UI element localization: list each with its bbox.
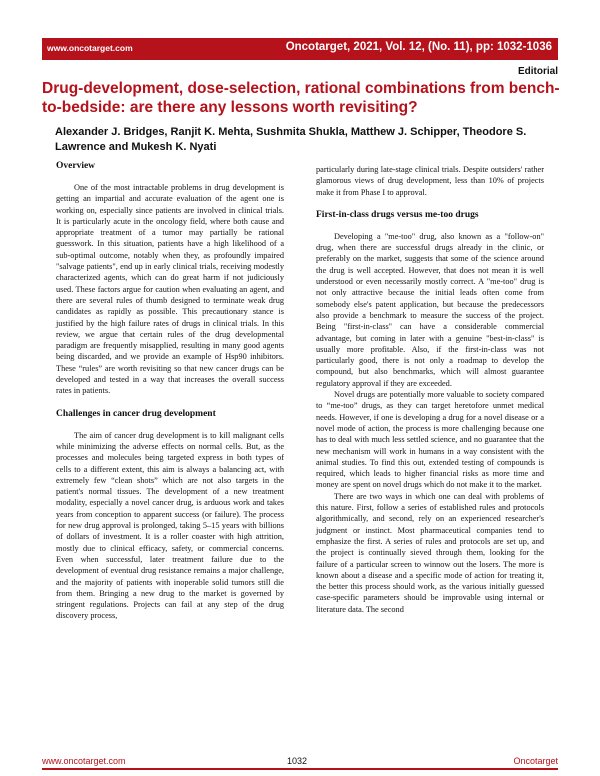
paragraph-gap	[316, 198, 544, 209]
left-column	[56, 160, 284, 622]
first-in-class-paragraph-2: Novel drugs are potentially more valuable to society compared to “me-too” drugs, as they can target heretofore unmet medical needs. However, if one is developing a drug for a novel disease or a novel mode of action, the process is more challenging because one has to deal with much less settled science, and no guarantee that the new mechanism will work in humans in a way consistent with the animal studies. To find this out, extended testing of compounds is required, which leads to higher financial risks as more time and money are spent on novel drugs which do not make it to the market.	[316, 390, 544, 490]
footer-divider	[42, 768, 558, 770]
header-citation: Oncotarget, 2021, Vol. 12, (No. 11), pp: 1032-1036	[285, 41, 552, 53]
paragraph-gap	[56, 397, 284, 408]
challenges-paragraph: The aim of cancer drug development is to kill malignant cells while minimizing the adverse effects on normal cells. But, as the processes and molecules being targeted express in both types of cells to a different extent, this aim is always a balancing act, with extremely few “clean shots” which are not also targets in the patient's normal tissues. The development of a new treatment modality, especially a novel cancer drug, is arduous work and takes years from conception to apparent success (or failure). The process for new drug approval is prolonged, taking 5–15 years with billions of dollars of investment. It is a roller coaster with high attrition, mostly due to clinical efficacy, safety, or commercial concerns. Even when successful, later treatment failure due to the development of eventual drug resistance remains a major challenge, and the majority of patients with inoperable solid tumors still die from them. Bringing a new drug to the market is governed by stringent regulations. Projects can fail at any step of the drug discovery process,	[56, 430, 284, 621]
page-number: 1032	[287, 756, 308, 766]
header-url-link[interactable]: www.oncotarget.com	[47, 43, 133, 53]
section-label: Editorial	[517, 66, 558, 77]
first-in-class-paragraph-3: There are two ways in which one can deal with problems of this nature. First, follow a series of established rules and protocols algorithmically, and second, rely on an experienced researcher's judgment or instinct. Most pharmaceutical companies tend to emphasize the first. A series of rules and protocols are set up, and the project is continually sieved through them, looking for the failure of a particular screen to winnow out the losers. The more is known about a disease and a specific mode of action for treating it, the better this process should work, as the various initially guessed case-specific parameters should be improvable using internal or literature data. The second	[316, 491, 544, 614]
first-in-class-heading: First-in-class drugs versus me-too drugs	[316, 209, 479, 220]
journal-header-bar	[42, 38, 558, 60]
overview-heading: Overview	[56, 161, 96, 171]
footer-journal-name: Oncotarget	[513, 756, 558, 766]
first-in-class-paragraph-1: Developing a "me-too" drug, also known as a "follow-on" drug, when there are successful drugs already in the clinic, or preferably on the market, suggests that some of the science around the drug is well accepted. However, that does not mean it is well understood or even necessarily mostly correct. A "me-too" drug is not only attractive because the initial leads often come from somebody else's patent application, but because the predecessors also provide a benchmark to measure the success of the project. Being "first-in-class" can have a considerable commercial advantage, but coming in later with a genuine "best-in-class" is usually more profitable. Also, if the first-in-class was not particularly good, there is not only a roadmap to develop the compound, but also benchmarks, which will almost guarantee regulatory approval if they are exceeded.	[316, 231, 544, 388]
author-list: Alexander J. Bridges, Ranjit K. Mehta, Sushmita Shukla, Matthew J. Schipper, Theodore S. Lawrence and Mukesh K. Nyati	[55, 126, 527, 153]
continuation-paragraph: particularly during late-stage clinical trials. Despite outsiders' rather glamorous views of drug development, less than 10% of projects make it from Phase I to approval.	[316, 165, 544, 197]
overview-paragraph: One of the most intractable problems in drug development is getting an impartial and accurate evaluation of the agent one is working on, especially since patients are involved in clinical trials. It is particularly acute in the oncology field, where both cause and appropriate treatment of a tumor may partially be rational guesswork. In this situation, patients have a high likelihood of a sub-optimal outcome, notably when they, as profoundly impaired "salvage patients", end up in early clinical trials, receiving modestly characterized agents, which can do great harm if not judiciously used. These factors argue for caution when evaluating an agent, and there are several rules of thumb designed to terminate weak drug candidates as rapidly as possible. This precautionary stance is justified by the high failure rates of drugs in clinical trials. In this review, we argue that certain rules of the drug developmental paradigm are frequently misapplied, resulting in many good agents being discarded, and we provide an example of Hsp90 inhibitors. These “rules” are worth revisiting so that new cancer drugs can be developed and tested in a way that increases the overall success rates in patients.	[56, 183, 284, 396]
challenges-heading: Challenges in cancer drug development	[56, 408, 216, 419]
right-column	[316, 164, 544, 615]
footer-url-link[interactable]: www.oncotarget.com	[42, 756, 126, 766]
article-title: Drug-development, dose-selection, rational combinations from bench-to-bedside: are there any lessons worth revisiting?	[42, 80, 560, 116]
